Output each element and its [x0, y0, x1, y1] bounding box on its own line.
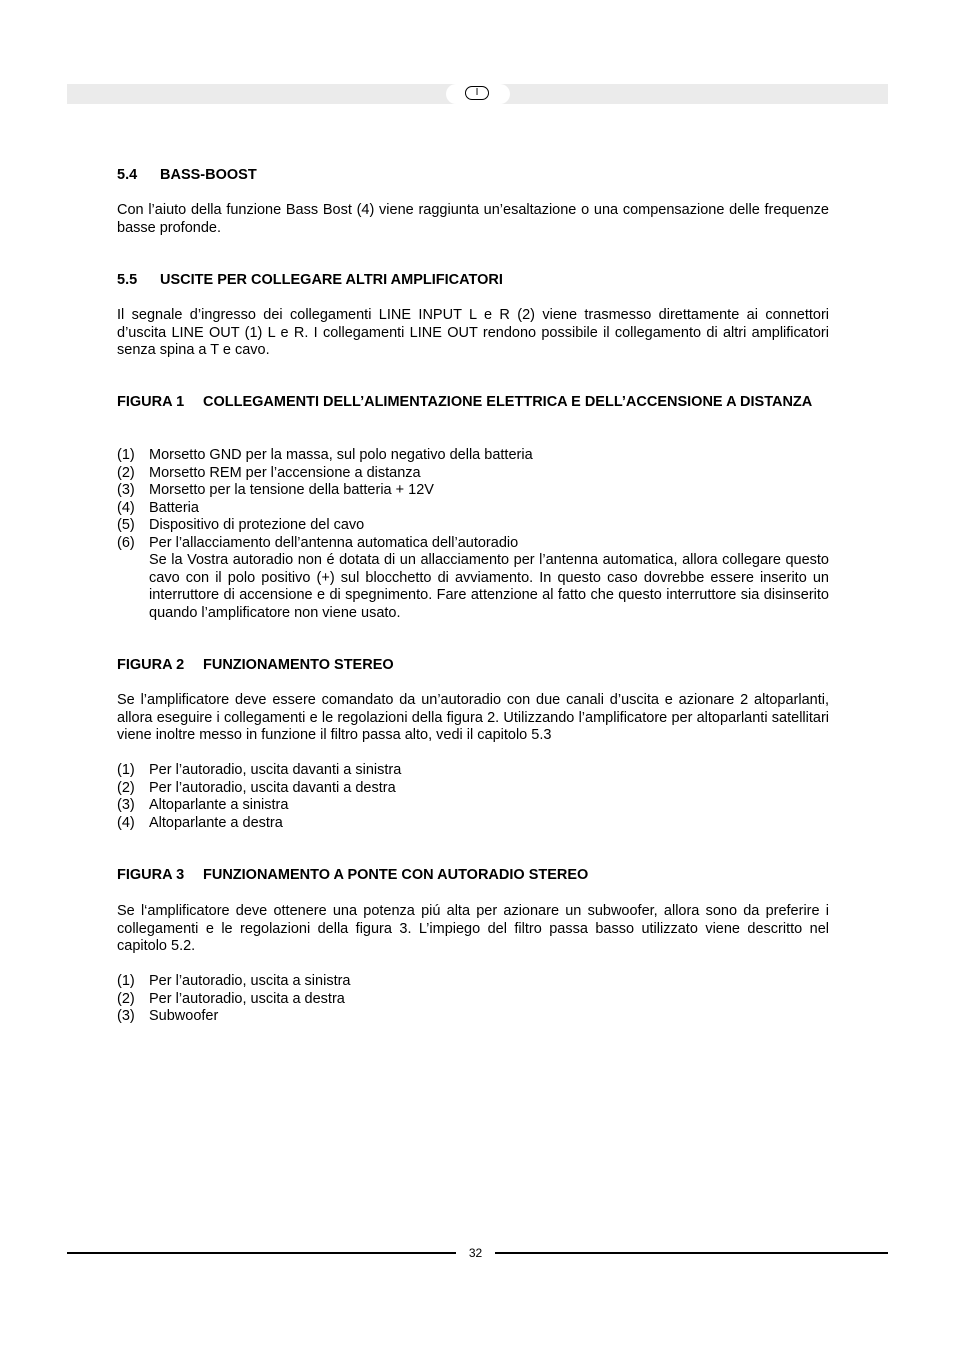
section-heading-5-5	[117, 272, 829, 290]
footer-divider-right	[495, 1252, 888, 1254]
figure-title: COLLEGAMENTI DELL’ALIMENTAZIONE ELETTRICA E DELL’ACCENSIONE A DISTANZA	[203, 394, 813, 410]
figure-1-note: Se la Vostra autoradio non é dotata di un allacciamento per l’antenna automatica, allora collegare questo cavo con il polo positivo (+) sul blocchetto di avviamento. In questo caso dovrebbe essere inserito un interruttore di accensione e di spegnimento. Fare attenzione al fatto che questo interruttore sia disinserito quando l’amplificatore non viene usato.	[149, 552, 829, 621]
list-item: (5) Dispositivo di protezione del cavo	[117, 517, 365, 533]
figure-heading-3	[117, 867, 829, 885]
figure-3-paragraph: Se l‘amplificatore deve ottenere una potenza piú alta per azionare un subwoofer, allora sono da preferire i collegamenti e le regolazioni della figura 3. L’impiego del filtro passa basso utilizzato viene descritto nel capitolo 5.2.	[117, 903, 829, 954]
footer-divider-left	[67, 1252, 456, 1254]
list-item-note	[117, 552, 829, 622]
figure-3-list	[117, 973, 829, 1026]
list-item: (1) Per l’autoradio, uscita davanti a sinistra	[117, 762, 402, 778]
figure-label: FIGURA 2	[117, 657, 185, 673]
figure-label: FIGURA 3	[117, 867, 185, 883]
section-title: BASS-BOOST	[160, 167, 257, 183]
figure-heading-2	[117, 657, 829, 675]
list-item: (6) Per l’allacciamento dell’antenna automatica dell’autoradio	[117, 534, 519, 551]
list-item: (3) Subwoofer	[117, 1008, 219, 1024]
language-badge: I	[465, 86, 489, 100]
section-number: 5.5	[117, 272, 138, 288]
section-heading-5-4	[117, 167, 829, 185]
figure-2-list	[117, 762, 829, 832]
page-number: 32	[468, 1246, 483, 1260]
figure-1-list	[117, 447, 829, 622]
list-item: (4) Altoparlante a destra	[117, 814, 283, 831]
list-item: (2) Morsetto REM per l’accensione a distanza	[117, 464, 421, 481]
figure-title: FUNZIONAMENTO STEREO	[203, 657, 394, 673]
list-item: (2) Per l’autoradio, uscita a destra	[117, 990, 345, 1007]
section-paragraph-5-4: Con l’aiuto della funzione Bass Bost (4) viene raggiunta un’esaltazione o una compensazione delle frequenze basse profonde.	[117, 202, 829, 236]
section-title: USCITE PER COLLEGARE ALTRI AMPLIFICATORI	[160, 272, 503, 288]
list-item: (3) Morsetto per la tensione della batteria + 12V	[117, 482, 434, 498]
figure-2-paragraph: Se l’amplificatore deve essere comandato da un’autoradio con due canali d’uscita e azionare 2 altoparlanti, allora eseguire i collegamenti e le regolazioni della figura 2. Utilizzando l’amplificatore per altoparlanti satellitari viene inoltre messo in funzione il filtro passa alto, vedi il capitolo 5.3	[117, 692, 829, 743]
section-number: 5.4	[117, 167, 138, 183]
figure-heading-1	[117, 394, 829, 412]
figure-title: FUNZIONAMENTO A PONTE CON AUTORADIO STEREO	[203, 867, 589, 883]
list-item: (4) Batteria	[117, 499, 199, 516]
list-item: (1) Per l’autoradio, uscita a sinistra	[117, 973, 351, 989]
list-item: (3) Altoparlante a sinistra	[117, 797, 289, 813]
figure-label: FIGURA 1	[117, 394, 185, 410]
list-item: (1) Morsetto GND per la massa, sul polo negativo della batteria	[117, 447, 533, 463]
list-item: (2) Per l’autoradio, uscita davanti a destra	[117, 779, 396, 796]
section-paragraph-5-5: Il segnale d’ingresso dei collegamenti LINE INPUT L e R (2) viene trasmesso direttamente ai connettori d’uscita LINE OUT (1) L e R. I collegamenti LINE OUT rendono possibile il collegamento di altri amplificatori senza spina a T e cavo.	[117, 307, 829, 358]
